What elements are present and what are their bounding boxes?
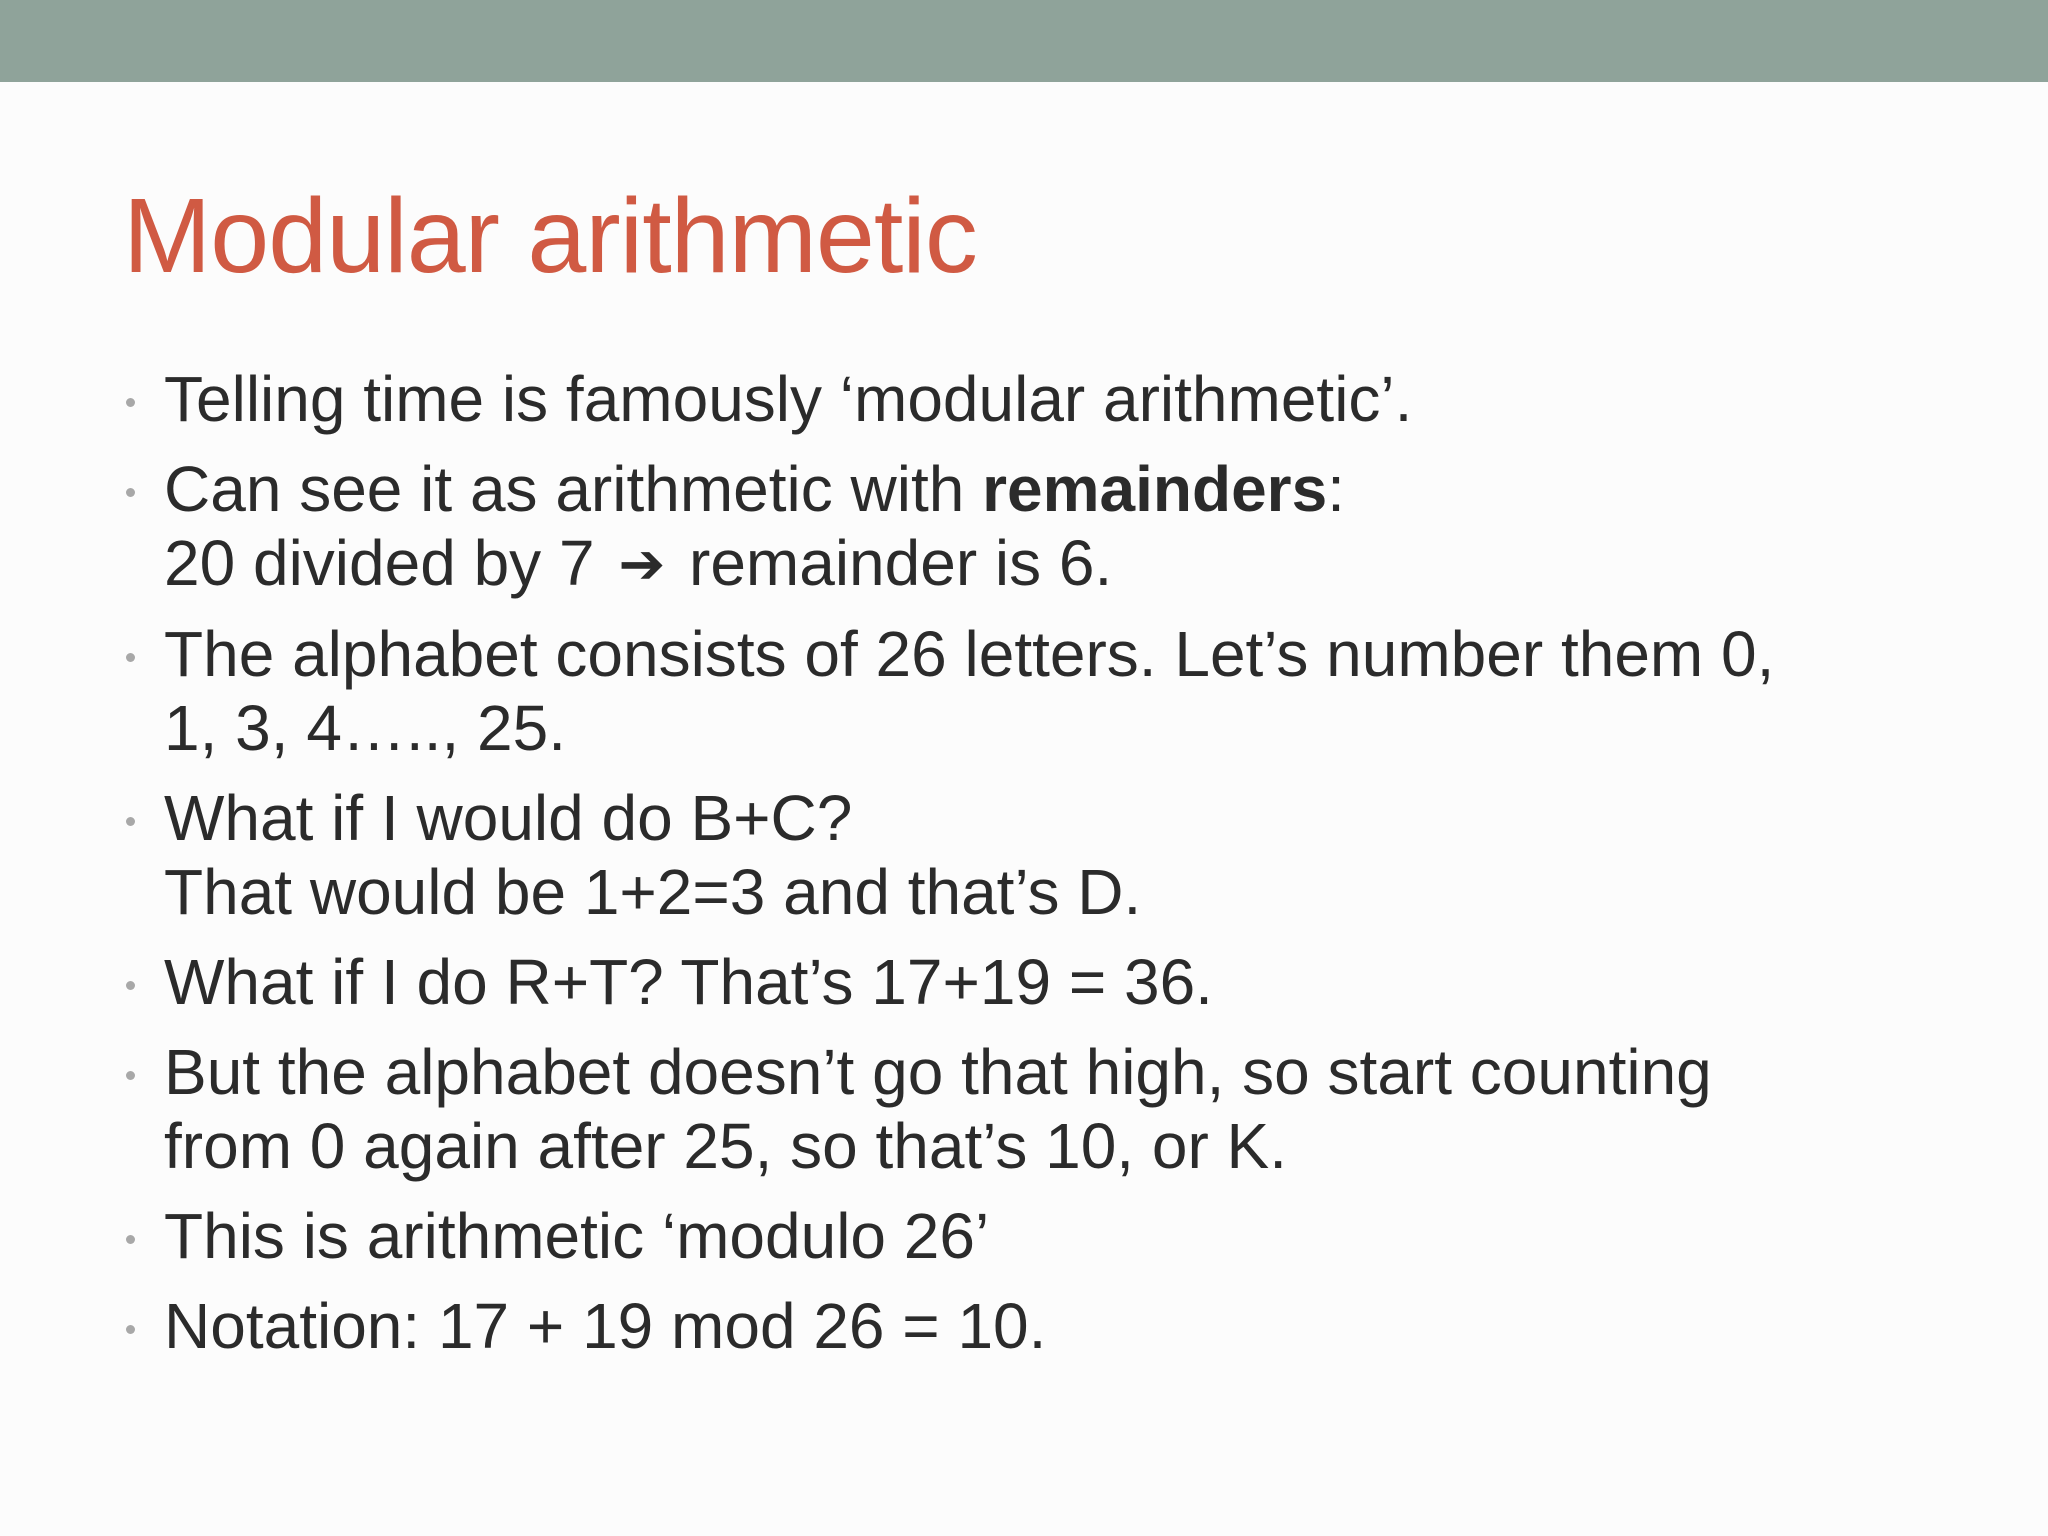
right-arrow-icon: ➔	[618, 532, 666, 595]
bullet-text	[164, 452, 1986, 526]
bullet-text-continuation	[164, 526, 1986, 601]
bullet-text-continuation: That would be 1+2=3 and that’s D.	[164, 856, 1142, 928]
bullet-icon	[126, 981, 135, 990]
bullet-icon	[126, 1071, 135, 1080]
bullet-text-continuation: from 0 again after 25, so that’s 10, or K.	[164, 1110, 1287, 1182]
bullet-item	[126, 617, 1986, 765]
bullet-text: What if I do R+T? That’s 17+19 = 36.	[164, 946, 1213, 1018]
bullet-icon	[126, 488, 135, 497]
bullet-text: What if I would do B+C?	[164, 782, 853, 854]
bullet-text-part: :	[1327, 453, 1345, 525]
bullet-icon	[126, 1235, 135, 1244]
bullet-item	[126, 362, 1986, 436]
bullet-item	[126, 781, 1986, 929]
bullet-text-part: remainder is 6.	[689, 527, 1113, 599]
bullet-text-continuation: 1, 3, 4….., 25.	[164, 692, 566, 764]
bullet-item	[126, 945, 1986, 1019]
slide-title: Modular arithmetic	[123, 177, 977, 295]
bullet-list	[126, 362, 1986, 1379]
bullet-item	[126, 452, 1986, 601]
bullet-text-part: 20 divided by 7	[164, 527, 595, 599]
bullet-text: Telling time is famously ‘modular arithmetic’.	[164, 363, 1413, 435]
bullet-icon	[126, 817, 135, 826]
bullet-item	[126, 1199, 1986, 1273]
bullet-text-part: Can see it as arithmetic with	[164, 453, 983, 525]
bullet-text: But the alphabet doesn’t go that high, so start counting	[164, 1036, 1712, 1108]
bullet-item	[126, 1289, 1986, 1363]
bullet-text: This is arithmetic ‘modulo 26’	[164, 1200, 990, 1272]
bullet-icon	[126, 1325, 135, 1334]
bullet-item	[126, 1035, 1986, 1183]
bullet-text: The alphabet consists of 26 letters. Let’s number them 0,	[164, 618, 1775, 690]
bold-term: remainders	[982, 453, 1328, 525]
header-band	[0, 0, 2048, 82]
bullet-icon	[126, 653, 135, 662]
bullet-icon	[126, 398, 135, 407]
bullet-text: Notation: 17 + 19 mod 26 = 10.	[164, 1290, 1047, 1362]
